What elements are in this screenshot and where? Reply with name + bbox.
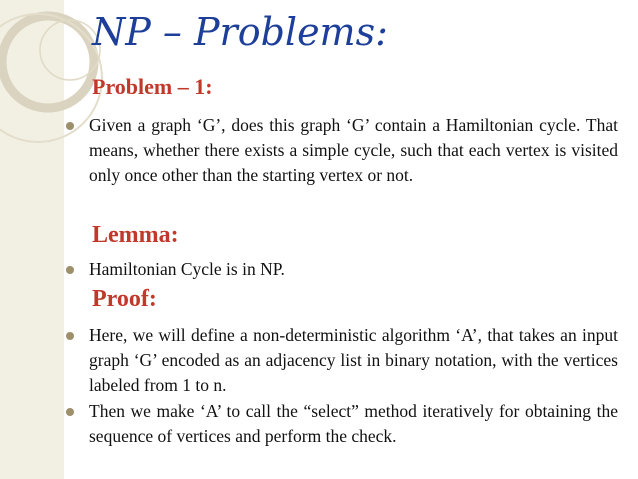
bullet-text: Then we make ‘A’ to call the “select” method iteratively for obtaining the sequence of vertices and perform the check.	[89, 401, 618, 446]
proof-heading: Proof:	[92, 286, 157, 312]
bullet-text: Hamiltonian Cycle is in NP.	[89, 259, 285, 279]
problem-heading: Problem – 1:	[92, 74, 213, 99]
lemma-heading: Lemma:	[92, 222, 179, 248]
slide-title: NP – Problems:	[92, 10, 388, 54]
bullet-text: Here, we will define a non-deterministic algorithm ‘A’, that takes an input graph ‘G’ encoded as an adjacency list in binary notation, with the vertices labeled from 1 to n.	[89, 325, 618, 395]
proof-bullet-2	[66, 399, 618, 449]
bullet-icon	[66, 332, 74, 340]
bullet-icon	[66, 266, 74, 274]
proof-bullet-1	[66, 323, 618, 398]
bullet-icon	[66, 122, 74, 130]
problem-bullet	[66, 113, 618, 188]
bullet-text: Given a graph ‘G’, does this graph ‘G’ contain a Hamiltonian cycle. That means, whether there exists a simple cycle, such that each vertex is visited only once other than the starting vertex or not.	[89, 115, 618, 185]
lemma-bullet	[66, 257, 618, 282]
bullet-icon	[66, 408, 74, 416]
